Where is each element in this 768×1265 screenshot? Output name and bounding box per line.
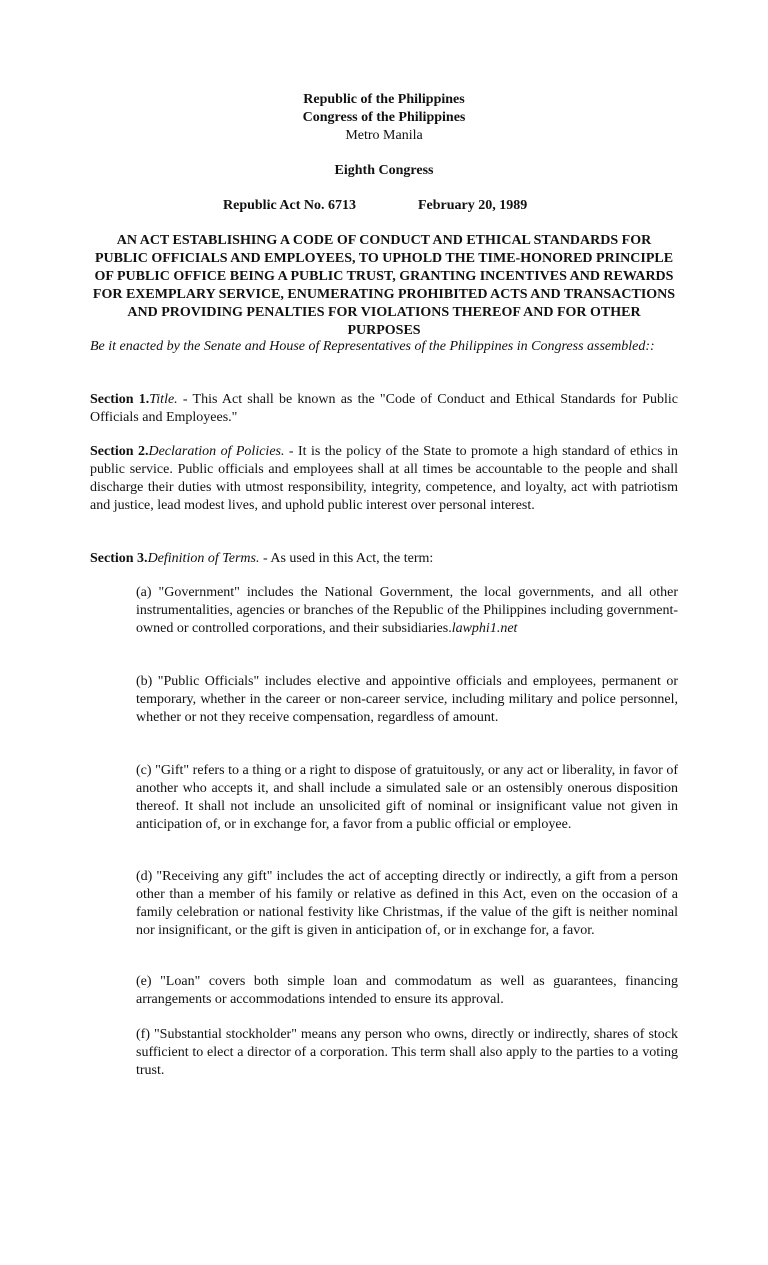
section-2-text: - It is the policy of the State to promote a high standard of ethics in public service. Public officials and employees shall at all times be accountable to the people and shall discharge their duties with utmost responsibility, integrity, competence, and loyalty, act with patriotism and justice, lead modest lives, and uphold public interest over personal interest. [90,444,678,513]
definition-a-text: (a) "Government" includes the National Government, the local governments, and all other instrumentalities, agencies or branches of the Republic of the Philippines including government-owned or controlled corporations, and their subsidiaries. [136,585,678,636]
section-1 [90,391,678,427]
definition-a [136,584,678,638]
congress-line: Congress of the Philippines [302,110,466,125]
section-1-text: - This Act shall be known as the "Code of Conduct and Ethical Standards for Public Officials and Employees." [90,392,678,425]
republic-line: Republic of the Philippines [303,92,465,107]
section-3-label: Section 3. [90,551,148,566]
section-3-text: - As used in this Act, the term: [259,551,434,566]
enacting-clause: Be it enacted by the Senate and House of Representatives of the Philippines in Congress assembled:: [90,339,655,354]
definition-b: (b) "Public Officials" includes elective and appointive officials and employees, permanent or temporary, whether in the career or non-career service, including military and police personnel, whether or not they receive compensation, regardless of amount. [136,674,678,725]
section-1-heading: Title. [149,392,178,407]
definition-c: (c) "Gift" refers to a thing or a right to dispose of gratuitously, or any act or liberality, in favor of another who accepts it, and shall include a simulated sale or an ostensibly onerous disposition thereof. It shall not include an unsolicited gift of nominal or insignificant value not given in anticipation of, or in exchange for, a favor from a public official or employee. [136,763,678,832]
act-number: Republic Act No. 6713 [223,198,356,213]
watermark-text: lawphi1.net [451,621,518,636]
section-2-label: Section 2. [90,444,149,459]
document-header [90,91,678,127]
definition-f: (f) "Substantial stockholder" means any person who owns, directly or indirectly, shares of stock sufficient to elect a director of a corporation. This term shall also apply to the parties to a voting trust. [136,1027,678,1078]
section-3-heading: Definition of Terms. [147,551,260,566]
act-title: AN ACT ESTABLISHING A CODE OF CONDUCT AND ETHICAL STANDARDS FOR PUBLIC OFFICIALS AND EMPLOYEES, TO UPHOLD THE TIME-HONORED PRINCIPLE OF PUBLIC OFFICE BEING A PUBLIC TRUST, GRANTING INCENTIVES AND REWARDS FOR EXEMPLARY SERVICE, ENUMERATING PROHIBITED ACTS AND TRANSACTIONS AND PROVIDING PENALTIES FOR VIOLATIONS THEREOF AND FOR OTHER PURPOSES [92,233,676,338]
section-2-heading: Declaration of Policies. [148,444,285,459]
definition-e: (e) "Loan" covers both simple loan and commodatum as well as guarantees, financing arrangements or accommodations intended to ensure its approval. [136,974,678,1007]
session-line: Eighth Congress [334,163,434,178]
section-1-label: Section 1. [90,392,150,407]
act-date: February 20, 1989 [418,198,528,213]
location-line: Metro Manila [345,128,423,143]
definition-d: (d) "Receiving any gift" includes the act of accepting directly or indirectly, a gift from a person other than a member of his family or relative as defined in this Act, even on the occasion of a family celebration or national festivity like Christmas, if the value of the gift is neither nominal nor insignificant, or the gift is given in anticipation of, or in exchange for, a favor. [136,869,678,938]
section-2 [90,443,678,515]
section-3 [90,550,678,568]
